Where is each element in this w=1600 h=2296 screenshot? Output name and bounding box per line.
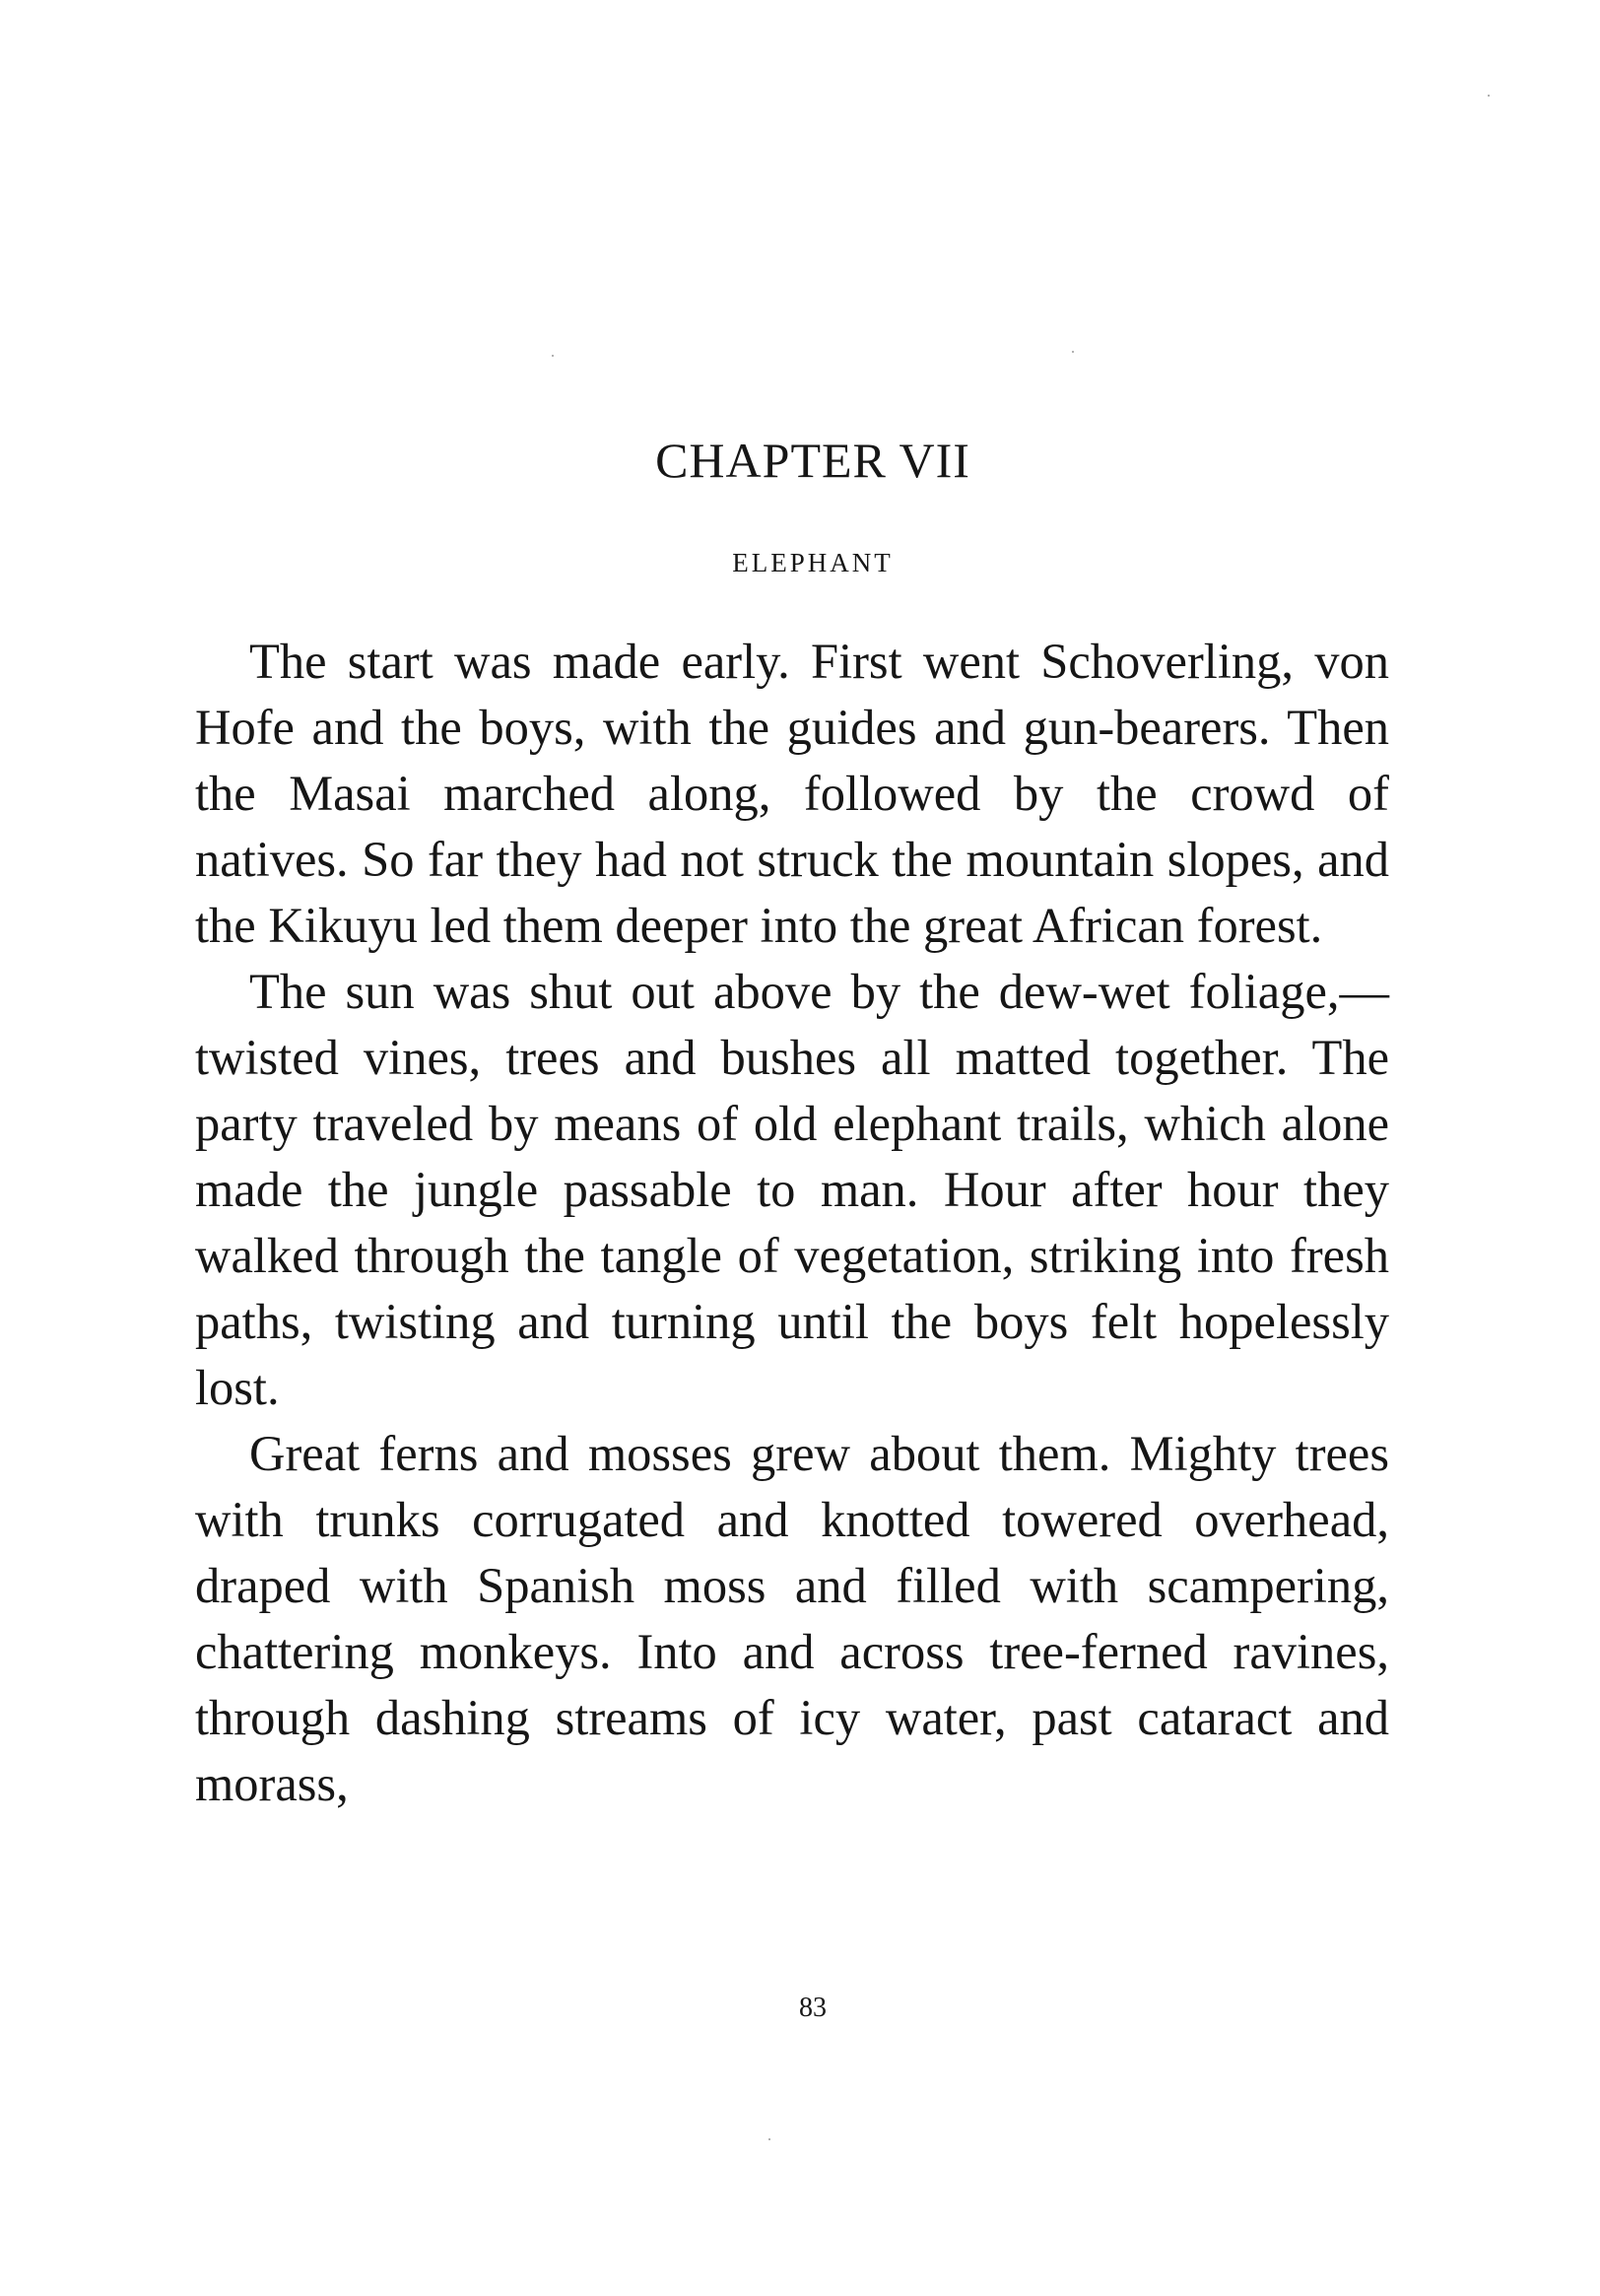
paragraph: The start was made early. First went Schoverling, von Hofe and the boys, with the guides and gun-bearers. Then the Masai marched along, followed by the crowd of natives. So far they had not struck the mountain slopes, and the Kikuyu led them deeper into the great African forest. — [195, 634, 1389, 953]
chapter-body — [195, 629, 1389, 1817]
paragraph: The sun was shut out above by the dew-wet foliage,— twisted vines, trees and bushes all matted together. The party traveled by means of old elephant trails, which alone made the jungle passable to man. Hour after hour they walked through the tangle of vegetation, striking into fresh paths, twisting and turning until the boys felt hopelessly lost. — [195, 964, 1389, 1415]
chapter-title: CHAPTER VII — [655, 433, 970, 488]
paper-speck — [1488, 95, 1490, 97]
page-number: 83 — [799, 1992, 827, 2023]
paper-speck — [552, 355, 554, 357]
chapter-subtitle: ELEPHANT — [732, 548, 894, 577]
paragraph: Great ferns and mosses grew about them. Mighty trees with trunks corrugated and knotted towered overhead, draped with Spanish moss and filled with scampering, chattering monkeys. Into and across tree-ferned ravines, through dashing streams of icy water, past cataract and morass, — [195, 1426, 1389, 1811]
paper-speck — [1072, 351, 1074, 353]
paper-speck — [768, 2138, 770, 2140]
